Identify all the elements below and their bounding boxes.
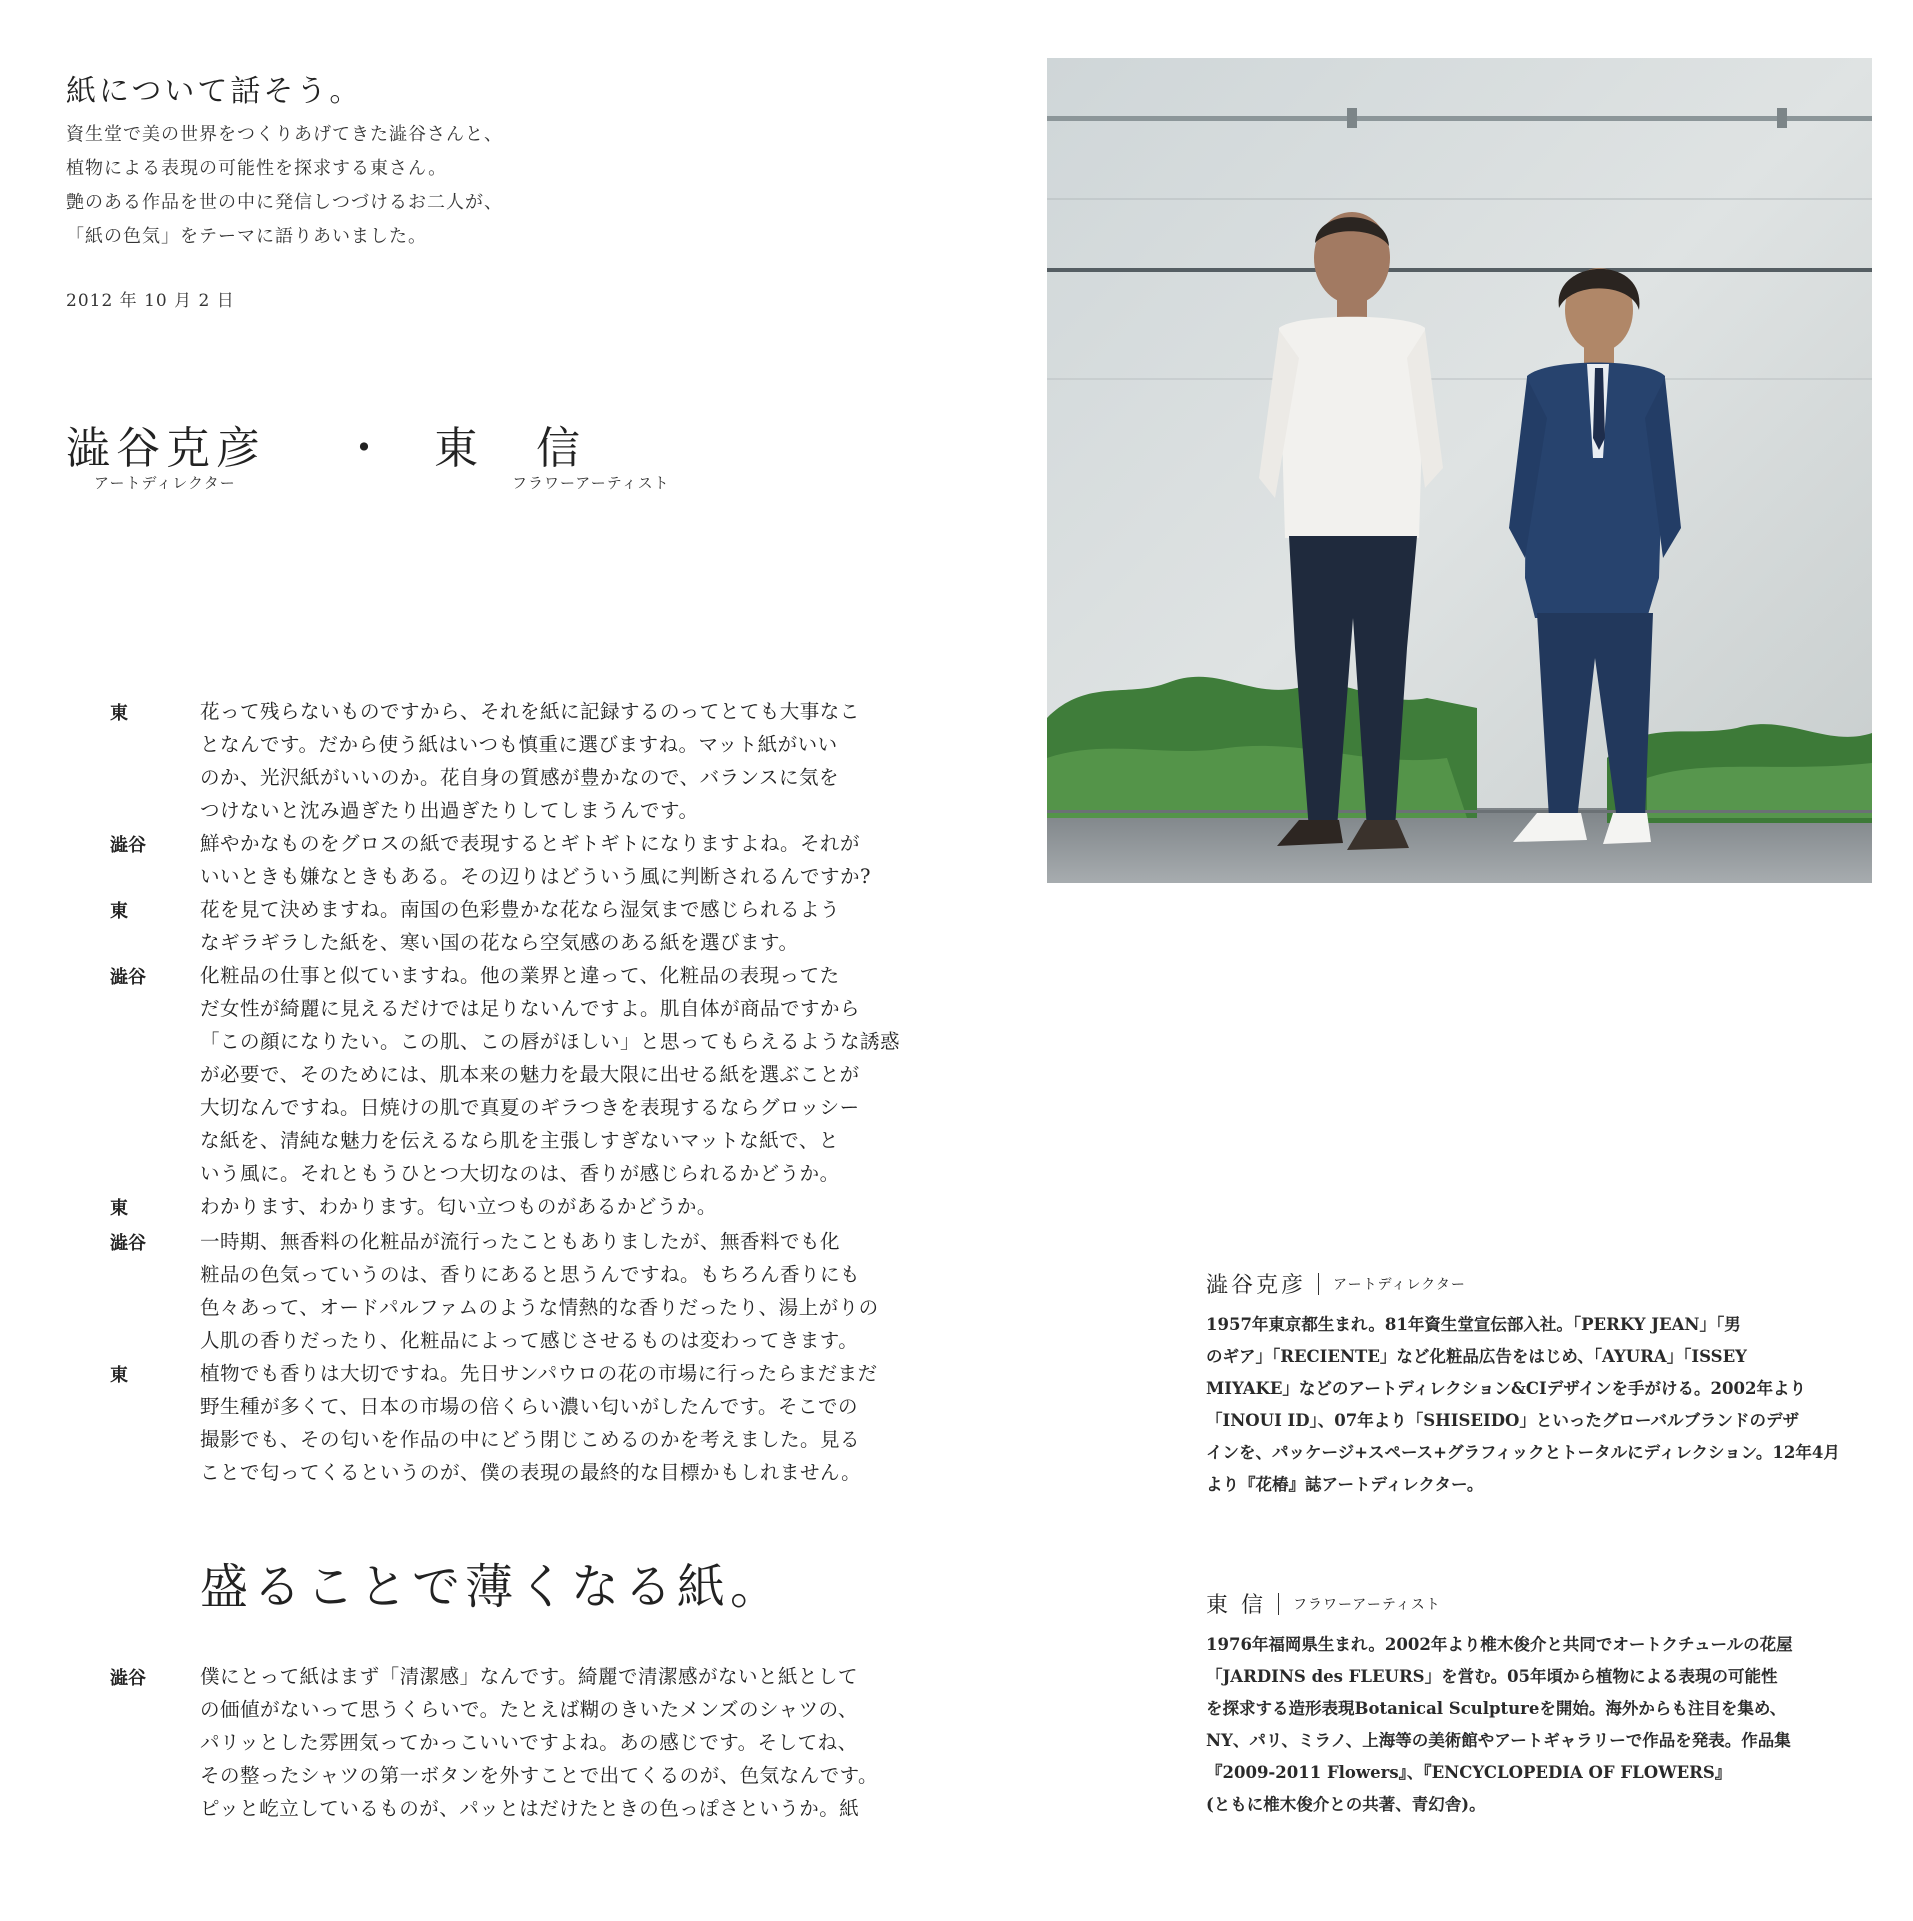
name-shibuya: 澁谷克彦 [66,423,266,474]
profile-line: を探求する造形表現Botanical Sculptureを開始。海外からも注目を集め、 [1206,1699,1787,1718]
speech-line: の価値がないって思うくらいで。たとえば糊のきいたメンズのシャツの、 [200,1698,858,1721]
profile-line: より『花椿』誌アートディレクター。 [1206,1475,1484,1494]
speech-text [200,1357,905,1489]
speaker-label: 東 [110,1365,128,1386]
speaker-label: 東 [110,901,128,922]
speech-line: 粧品の色気っていうのは、香りにあると思うんですね。もちろん香りにも [200,1263,861,1286]
speech-line: パリッとした雰囲気ってかっこいいですよね。あの感じです。そしてね、 [200,1731,858,1754]
dialogue-turn [110,827,910,893]
speech-line: いいときも嫌なときもある。その辺りはどういう風に判断されるんですか? [200,865,871,888]
lead-line: 資生堂で美の世界をつくりあげてきた澁谷さんと、 [66,124,503,145]
speech-line: 人肌の香りだったり、化粧品によって感じさせるものは変わってきます。 [200,1329,859,1352]
profile-line: 「INOUI ID」、07年より「SHISEIDO」といったグローバルブランドのデザ [1206,1411,1800,1430]
dialogue-section-2 [110,1660,910,1825]
speech-text [200,959,905,1190]
speech-line: となんです。だから使う紙はいつも慎重に選びますね。マット紙がいい [200,733,838,756]
speech-line: わかります、わかります。匂い立つものがあるかどうか。 [200,1195,717,1218]
speaker-label: 東 [110,1198,128,1219]
profile-line: (ともに椎木俊介との共著、青幻舎)。 [1206,1795,1486,1814]
speech-text [200,893,905,959]
lead-line: 「紙の色気」をテーマに語りあいました。 [66,226,427,247]
lead-line: 植物による表現の可能性を探求する東さん。 [66,158,448,179]
profile-line: 1976年福岡県生まれ。2002年より椎木俊介と共同でオートクチュールの花屋 [1206,1635,1793,1654]
speaker-label: 澁谷 [110,1668,146,1689]
profile-line: 1957年東京都生まれ。81年資生堂宣伝部入社。「PERKY JEAN」「男 [1206,1315,1741,1334]
speech-line: いう風に。それともうひとつ大切なのは、香りが感じられるかどうか。 [200,1162,840,1185]
speech-text [200,1225,905,1357]
profile-line: 『2009-2011 Flowers』、『ENCYCLOPEDIA OF FLOWERS』 [1206,1763,1732,1782]
profile-line: NY、パリ、ミラノ、上海等の美術館やアートギャラリーで作品を発表。作品集 [1206,1731,1791,1750]
speech-line: 色々あって、オードパルファムのような情熱的な香りだったり、湯上がりの [200,1296,879,1319]
dialogue-turn [110,1225,910,1357]
speech-line: 化粧品の仕事と似ていますね。他の業界と違って、化粧品の表現ってた [200,964,840,987]
series-title: 紙について話そう。 [66,74,363,109]
profile-name: 東 信 [1206,1593,1266,1618]
dialogue-turn [110,695,910,827]
speech-line: だ女性が綺麗に見えるだけでは足りないんですよ。肌自体が商品ですから [200,997,861,1020]
speech-line: な紙を、清純な魅力を伝えるなら肌を主張しすぎないマットな紙で、と [200,1129,839,1152]
speech-text [200,1190,905,1225]
speech-line: 植物でも香りは大切ですね。先日サンパウロの花の市場に行ったらまだまだ [200,1362,878,1385]
lead-paragraph [66,118,626,254]
publish-date: 2012 年 10 月 2 日 [66,291,235,311]
speech-line: のか、光沢紙がいいのか。花自身の質感が豊かなので、バランスに気を [200,766,840,789]
speech-line: つけないと沈み過ぎたり出過ぎたりしてしまうんです。 [200,799,699,822]
speaker-label: 澁谷 [110,835,146,856]
speech-line: ことで匂ってくるというのが、僕の表現の最終的な目標かもしれません。 [200,1461,862,1484]
speech-line: 鮮やかなものをグロスの紙で表現するとギトギトになりますよね。それが [200,832,861,855]
portrait-photo-illustration [1047,58,1872,883]
speech-text [200,695,905,827]
speech-line: 花を見て決めますね。南国の色彩豊かな花なら湿気まで感じられるよう [200,898,841,921]
speech-line: が必要で、そのためには、肌本来の魅力を最大限に出せる紙を選ぶことが [200,1063,860,1086]
profile-divider [1278,1593,1279,1615]
speech-text [200,827,905,893]
speaker-label: 澁谷 [110,967,146,988]
speech-line: 撮影でも、その匂いを作品の中にどう閉じこめるのかを考えました。見る [200,1428,861,1451]
profile-heading [1206,1268,1866,1299]
interviewee-names [66,412,706,502]
profile-shibuya [1206,1268,1866,1501]
speech-line: 大切なんですね。日焼けの肌で真夏のギラつきを表現するならグロッシー [200,1096,860,1119]
speaker-label: 澁谷 [110,1233,146,1254]
name-separator: ・ [342,423,386,474]
speech-line: ピッと屹立しているものが、パッとはだけたときの色っぽさというか。紙 [200,1797,860,1820]
speech-line: 花って残らないものですから、それを紙に記録するのってとても大事なこ [200,700,860,723]
speaker-label: 東 [110,703,128,724]
lead-line: 艶のある作品を世の中に発信しつづけるお二人が、 [66,192,503,213]
profile-line: 「JARDINS des FLEURS」を営む。05年頃から植物による表現の可能性 [1206,1667,1778,1686]
speech-line: なギラギラした紙を、寒い国の花なら空気感のある紙を選びます。 [200,931,799,954]
role-shibuya: アートディレクター [94,474,236,492]
dialogue-turn [110,1190,910,1225]
section-heading: 盛ることで薄くなる紙。 [200,1559,784,1615]
profile-name: 澁谷克彦 [1206,1273,1307,1298]
speech-line: 野生種が多くて、日本の市場の倍くらい濃い匂いがしたんです。そこでの [200,1395,859,1418]
speech-line: 僕にとって紙はまず「清潔感」なんです。綺麗で清潔感がないと紙として [200,1665,859,1688]
profile-role: アートディレクター [1333,1276,1466,1293]
profile-azuma [1206,1588,1866,1821]
profile-line: のギア」「RECIENTE」など化粧品広告をはじめ、「AYURA」「ISSEY [1206,1347,1747,1366]
profile-biography [1206,1309,1866,1501]
profile-line: インを、パッケージ+スペース+グラフィックとトータルにディレクション。12年4月 [1206,1443,1840,1462]
profile-divider [1318,1273,1319,1295]
name-azuma: 東 信 [434,423,602,474]
portrait-photo [1047,58,1872,883]
speech-line: その整ったシャツの第一ボタンを外すことで出てくるのが、色気なんです。 [200,1764,879,1787]
speech-text [200,1660,905,1825]
profile-biography [1206,1629,1866,1821]
profile-role: フラワーアーティスト [1293,1596,1441,1613]
speech-line: 一時期、無香料の化粧品が流行ったこともありましたが、無香料でも化 [200,1230,841,1253]
role-azuma: フラワーアーティスト [512,474,670,492]
profile-heading [1206,1588,1866,1619]
speech-line: 「この顔になりたい。この肌、この唇がほしい」と思ってもらえるような誘惑 [200,1030,901,1053]
dialogue-turn [110,1660,910,1825]
dialogue-turn [110,893,910,959]
dialogue-section-1 [110,695,910,1489]
profile-line: MIYAKE」などのアートディレクション&CIデザインを手がける。2002年より [1206,1379,1806,1398]
dialogue-turn [110,1357,910,1489]
dialogue-turn [110,959,910,1190]
